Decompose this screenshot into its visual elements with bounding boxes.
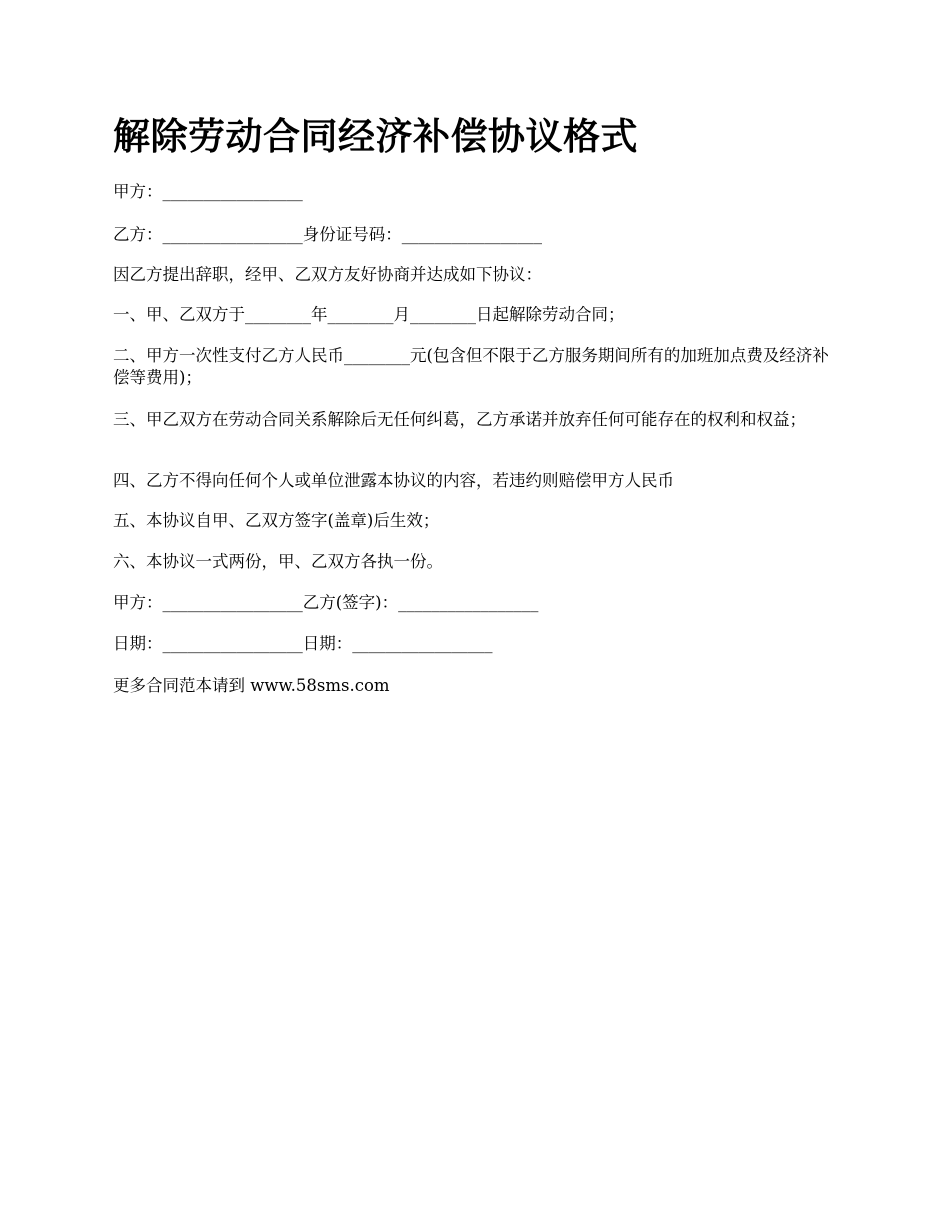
clause-6: 六、本协议一式两份，甲、乙双方各执一份。 xyxy=(113,552,443,571)
date-line: 日期：_________________日期：_________________ xyxy=(113,634,493,653)
signature-line: 甲方：_________________乙方(签字)：_________________ xyxy=(113,593,539,612)
party-b-line: 乙方：_________________身份证号码：_________________ xyxy=(113,225,542,244)
document-title: 解除劳动合同经济补偿协议格式 xyxy=(113,114,638,158)
party-a-line: 甲方：_________________ xyxy=(113,182,303,201)
clause-5: 五、本协议自甲、乙双方签字(盖章)后生效； xyxy=(113,511,440,530)
clause-1: 一、甲、乙双方于________年________月________日起解除劳动合同； xyxy=(113,305,625,324)
clause-2: 二、甲方一次性支付乙方人民币________元(包含但不限于乙方服务期间所有的加班加点费及经济补偿等费用)； xyxy=(113,346,829,387)
intro-paragraph: 因乙方提出辞职，经甲、乙双方友好协商并达成如下协议： xyxy=(113,265,542,284)
clause-3: 三、甲乙双方在劳动合同关系解除后无任何纠葛，乙方承诺并放弃任何可能存在的权利和权益； xyxy=(113,410,806,429)
more-templates-link: 更多合同范本请到 www.58sms.com xyxy=(113,676,390,695)
clause-4: 四、乙方不得向任何个人或单位泄露本协议的内容，若违约则赔偿甲方人民币 xyxy=(113,471,674,490)
